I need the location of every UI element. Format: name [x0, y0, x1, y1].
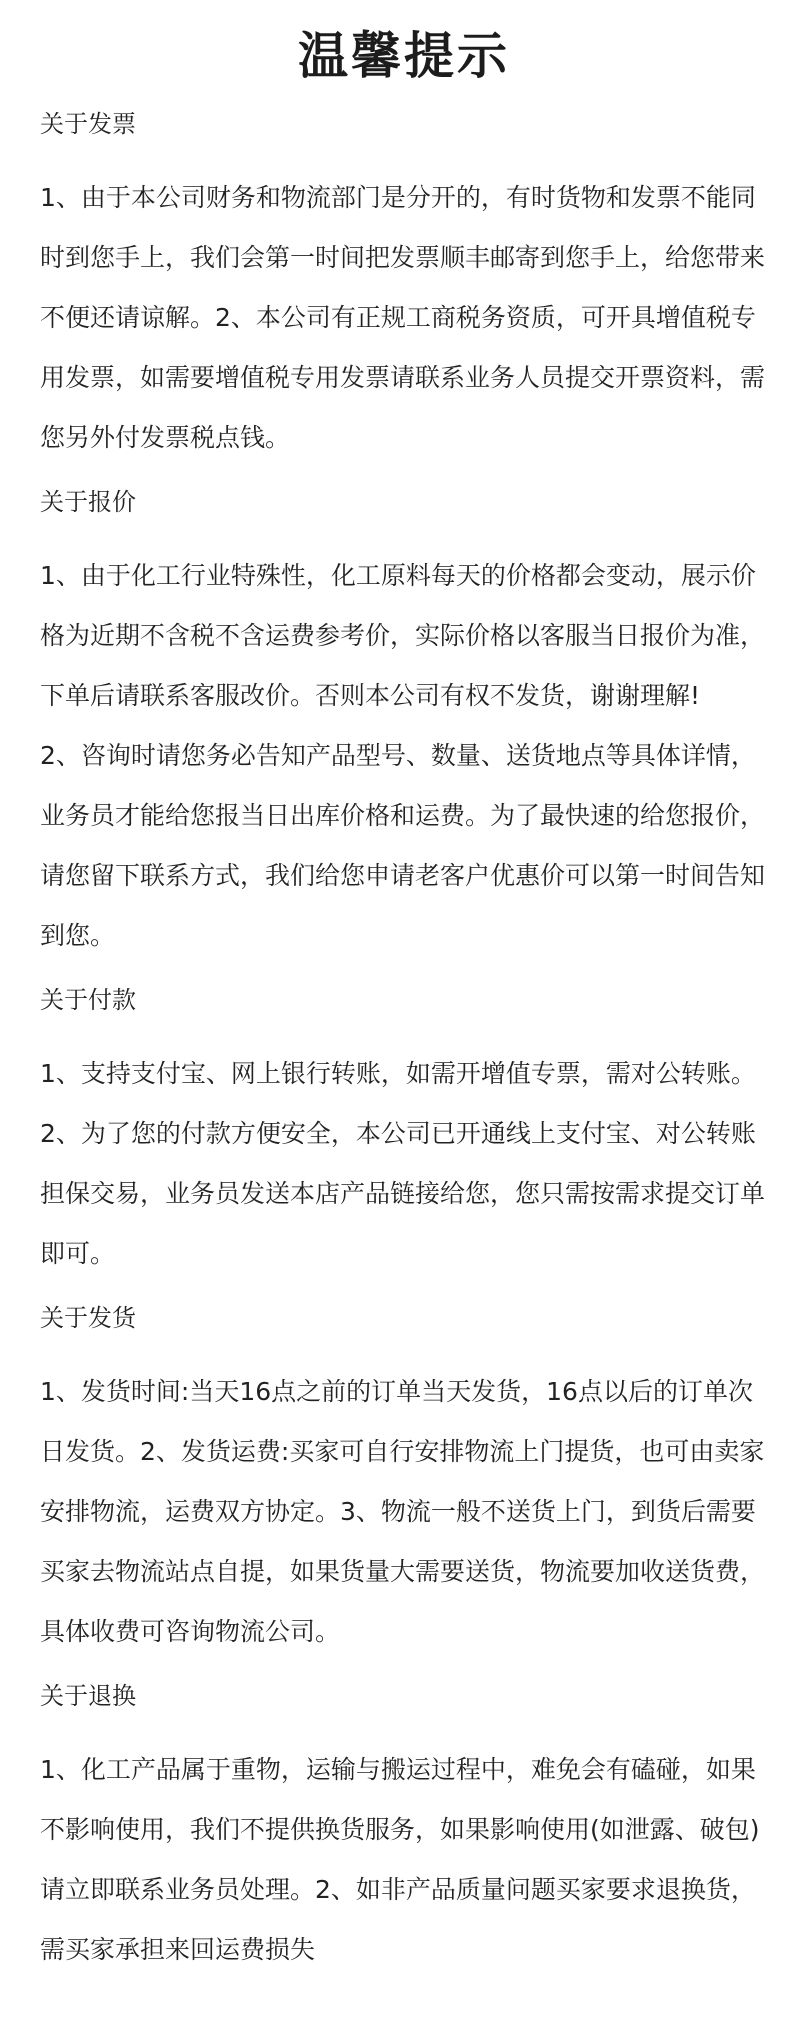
section-paragraph: 1、由于化工行业特殊性，化工原料每天的价格都会变动，展示价格为近期不含税不含运费参考价，实际价格以客服当日报价为准，下单后请联系客服改价。否则本公司有权不发货，谢谢理解!: [40, 561, 766, 710]
section-heading: 关于发票: [40, 110, 136, 138]
section-payment: [40, 982, 768, 1284]
section-paragraph: 2、咨询时请您务必告知产品型号、数量、送货地点等具体详情，业务员才能给您报当日出库价格和运费。为了最快速的给您报价，请您留下联系方式，我们给您申请老客户优惠价可以第一时间告知到您。: [40, 741, 766, 950]
section-heading: 关于报价: [40, 488, 136, 516]
section-heading: 关于发货: [40, 1304, 136, 1332]
section-paragraph: 1、支持支付宝、网上银行转账，如需开增值专票，需对公转账。2、为了您的付款方便安全，本公司已开通线上支付宝、对公转账担保交易，业务员发送本店产品链接给您，您只需按需求提交订单即可。: [40, 1059, 766, 1268]
section-paragraph: 1、由于本公司财务和物流部门是分开的，有时货物和发票不能同时到您手上，我们会第一时间把发票顺丰邮寄到您手上，给您带来不便还请谅解。2、本公司有正规工商税务资质，可开具增值税专用发票，如需要增值税专用发票请联系业务人员提交开票资料，需您另外付发票税点钱。: [40, 183, 766, 452]
section-heading: 关于退换: [40, 1682, 136, 1710]
section-paragraph: 1、发货时间:当天16点之前的订单当天发货，16点以后的订单次日发货。2、发货运费:买家可自行安排物流上门提货，也可由卖家安排物流，运费双方协定。3、物流一般不送货上门，到货后需要买家去物流站点自提，如果货量大需要送货，物流要加收送货费，具体收费可咨询物流公司。: [40, 1377, 766, 1646]
section-invoice: [40, 106, 768, 468]
section-paragraph: 1、化工产品属于重物，运输与搬运过程中，难免会有磕碰，如果不影响使用，我们不提供换货服务，如果影响使用(如泄露、破包)请立即联系业务员处理。2、如非产品质量问题买家要求退换货，需买家承担来回运费损失: [40, 1755, 760, 1964]
section-pricing: [40, 484, 768, 966]
section-heading: 关于付款: [40, 986, 136, 1014]
page-title: 温馨提示: [298, 26, 510, 85]
section-shipping: [40, 1300, 768, 1662]
section-returns: [40, 1678, 768, 1980]
